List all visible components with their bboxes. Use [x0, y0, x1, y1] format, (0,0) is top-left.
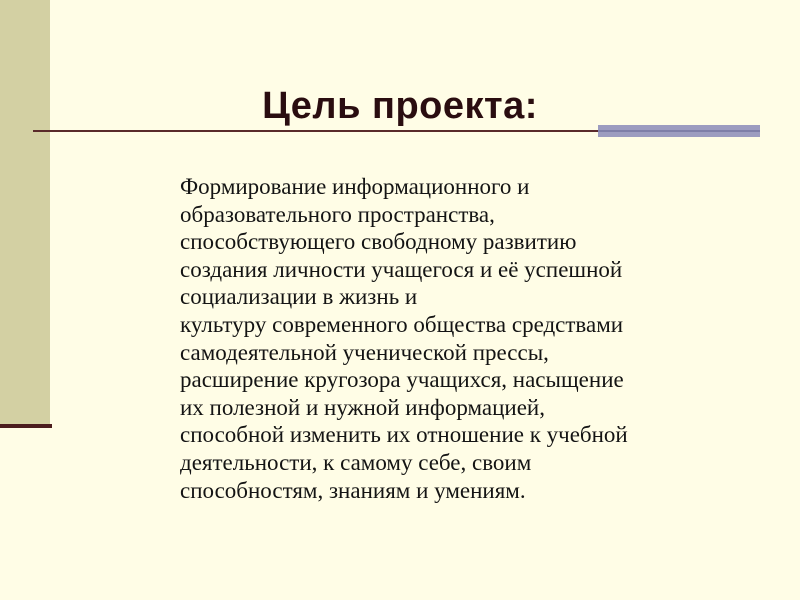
body-line: социализации в жизнь и: [180, 284, 418, 310]
left-band-bottom-edge: [0, 424, 52, 428]
body-line: их полезной и нужной информацией,: [180, 394, 545, 420]
body-line: самодеятельной ученической прессы,: [180, 339, 549, 365]
body-line: создания личности учащегося и её успешной: [180, 256, 623, 282]
body-line: способствующего свободному развитию: [180, 229, 577, 255]
body-line: культуру современного общества средствами: [180, 311, 624, 337]
body-line: Формирование информационного и: [180, 174, 530, 199]
project-goal-text: [180, 173, 740, 504]
title-underline-thin: [33, 130, 598, 132]
left-decorative-band: [0, 0, 50, 428]
title-underline-accent-line: [598, 130, 760, 132]
body-line: образовательного пространства,: [180, 201, 495, 227]
body-line: деятельности, к самому себе, своим: [180, 449, 532, 475]
slide-title: Цель проекта:: [262, 85, 538, 127]
body-line: расширение кругозора учащихся, насыщение: [180, 367, 624, 393]
body-line: способной изменить их отношение к учебной: [180, 422, 628, 448]
body-line: способностям, знаниям и умениям.: [180, 477, 526, 503]
